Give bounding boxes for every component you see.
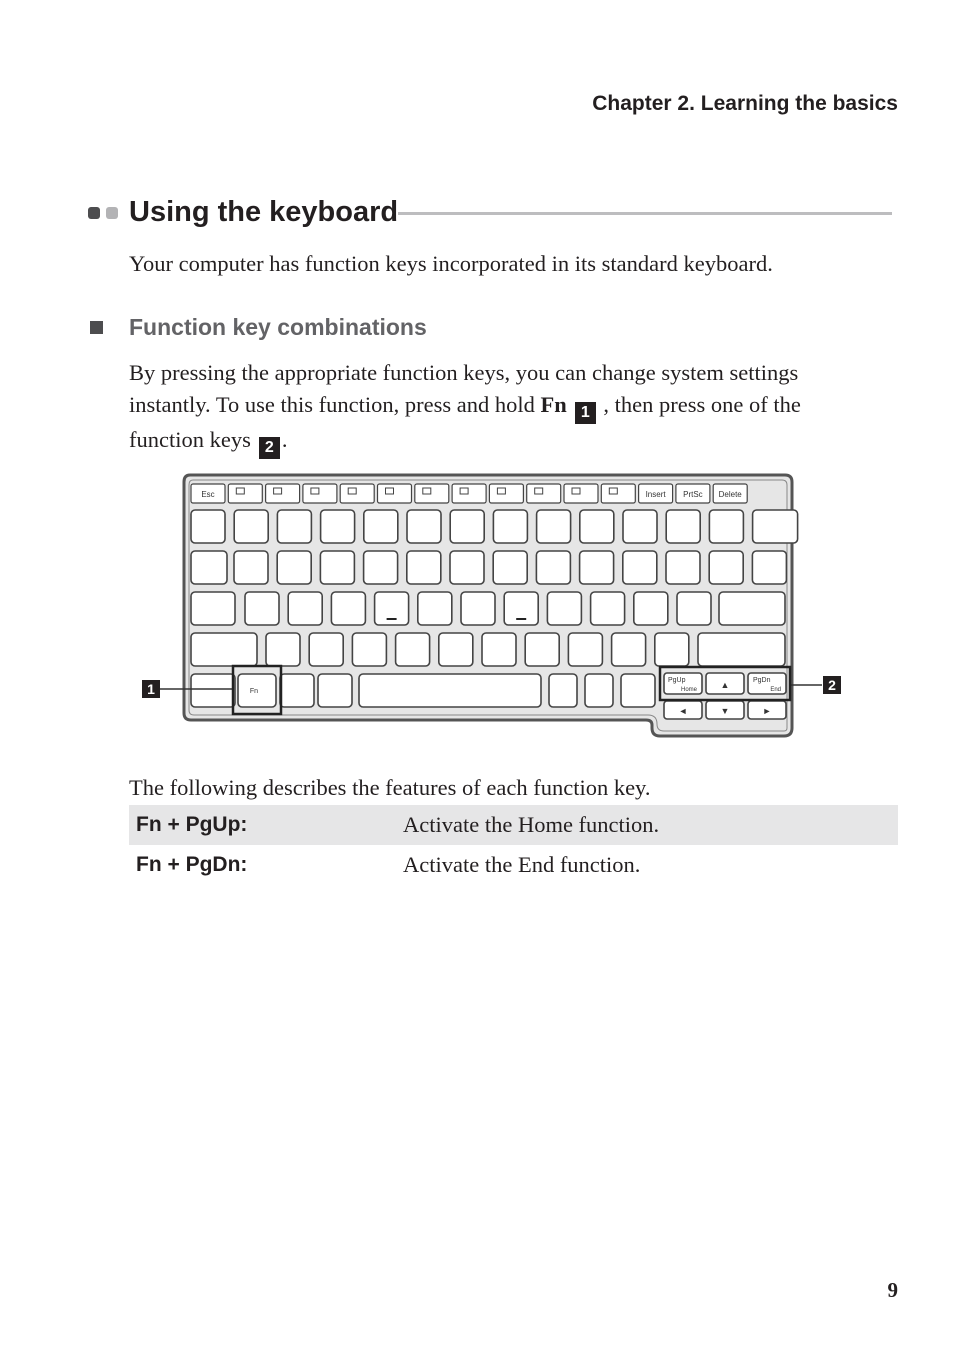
letter-key (234, 551, 268, 584)
caps-lock-key (191, 592, 235, 625)
letter-key (396, 633, 430, 666)
right-alt-key (549, 674, 577, 707)
letter-key (612, 633, 646, 666)
letter-key (364, 551, 398, 584)
letter-key (309, 633, 343, 666)
letter-key (450, 551, 484, 584)
tab-key (191, 551, 227, 584)
callout-badge-1: 1 (575, 402, 596, 424)
paragraph-text: . (281, 427, 288, 452)
pgdn-label: PgDn (753, 677, 771, 684)
enter-key (719, 592, 785, 625)
letter-key (320, 551, 354, 584)
table-row (129, 805, 898, 845)
keyboard-illustration (140, 470, 850, 740)
home-label: Home (680, 687, 697, 693)
number-row-key (623, 510, 657, 543)
heading-bullet-light (106, 207, 118, 219)
number-row-key (191, 510, 225, 543)
number-row-key (364, 510, 398, 543)
function-row-key-label: PrtSc (683, 490, 703, 499)
function-row-key (452, 484, 486, 503)
paragraph-text: , then press one of the (603, 392, 801, 417)
function-row-key (564, 484, 598, 503)
key-combo: Fn + PgUp: (129, 805, 396, 845)
letter-key (288, 592, 322, 625)
pgup-label: PgUp (668, 677, 686, 684)
chapter-header: Chapter 2. Learning the basics (592, 92, 898, 115)
number-row-key (407, 510, 441, 543)
subsection-title: Function key combinations (129, 314, 427, 340)
letter-key (677, 592, 711, 625)
letter-key (245, 592, 279, 625)
fn-key-label: Fn (249, 688, 259, 695)
fn-key-name: Fn (540, 392, 567, 417)
letter-key (580, 551, 614, 584)
function-key-paragraph (129, 357, 889, 459)
callout-marker-2-label: 2 (828, 677, 836, 693)
combo-description: Activate the End function. (403, 852, 641, 877)
windows-key (280, 674, 314, 707)
letter-key (375, 592, 409, 625)
number-row-key (234, 510, 268, 543)
table-row (129, 845, 898, 885)
end-label: End (770, 687, 781, 693)
function-row-key (527, 484, 561, 503)
paragraph-text: instantly. To use this function, press and hold (129, 392, 541, 417)
paragraph-line-1: By pressing the appropriate function keys, you can change system settings (129, 360, 799, 385)
callout-marker-1-label: 1 (147, 681, 155, 697)
letter-key (655, 633, 689, 666)
function-row-key-label: Delete (718, 490, 742, 499)
menu-key (585, 674, 613, 707)
left-arrow-label: ◄ (678, 706, 688, 716)
backspace-key (753, 510, 798, 543)
right-ctrl-key (621, 674, 655, 707)
number-row-key (277, 510, 311, 543)
letter-key (277, 551, 311, 584)
letter-key (536, 551, 570, 584)
paragraph-line-3 (129, 424, 889, 459)
number-row-key (493, 510, 527, 543)
heading-bullet-dark (88, 207, 100, 219)
function-row-key (378, 484, 412, 503)
right-arrow-label: ► (762, 706, 772, 716)
function-row-key (266, 484, 300, 503)
function-row-key (415, 484, 449, 503)
title-rule (398, 212, 892, 215)
letter-key (525, 633, 559, 666)
number-row-key (666, 510, 700, 543)
letter-key (666, 551, 700, 584)
paragraph-line-2 (129, 389, 889, 424)
letter-key (504, 592, 538, 625)
letter-key (482, 633, 516, 666)
section-title: Using the keyboard (129, 196, 399, 228)
down-arrow-label: ▼ (720, 706, 730, 716)
ctrl-key (191, 674, 235, 707)
letter-key (752, 551, 786, 584)
up-arrow-label: ▲ (720, 680, 730, 690)
keyboard-svg (140, 470, 850, 740)
letter-key (407, 551, 441, 584)
callout-badge-2: 2 (259, 437, 280, 459)
function-row-key-label: Insert (645, 490, 666, 499)
function-row-key (601, 484, 635, 503)
letter-key (266, 633, 300, 666)
function-row-key (340, 484, 374, 503)
table-intro: The following describes the features of each function key. (129, 775, 651, 800)
letter-key (634, 592, 668, 625)
letter-key (418, 592, 452, 625)
letter-key (439, 633, 473, 666)
number-row-key (450, 510, 484, 543)
function-row-key (303, 484, 337, 503)
page-number: 9 (887, 1278, 898, 1302)
space-bar (359, 674, 541, 707)
function-row-key (489, 484, 523, 503)
number-row-key (580, 510, 614, 543)
function-key-table (129, 805, 898, 885)
letter-key (623, 551, 657, 584)
subsection-heading (90, 314, 590, 344)
letter-key (461, 592, 495, 625)
letter-key (568, 633, 602, 666)
letter-key (331, 592, 365, 625)
right-shift-key (698, 633, 785, 666)
alt-key (318, 674, 352, 707)
key-combo: Fn + PgDn: (136, 853, 248, 876)
function-row-key (228, 484, 262, 503)
paragraph-text: function keys (129, 427, 251, 452)
letter-key (493, 551, 527, 584)
letter-key (352, 633, 386, 666)
combo-description: Activate the Home function. (396, 805, 898, 845)
number-row-key (321, 510, 355, 543)
function-row-key-label: Esc (201, 490, 215, 499)
square-bullet (90, 321, 103, 334)
letter-key (547, 592, 581, 625)
intro-paragraph: Your computer has function keys incorporated in its standard keyboard. (129, 251, 773, 276)
number-row-key (537, 510, 571, 543)
left-shift-key (191, 633, 257, 666)
letter-key (591, 592, 625, 625)
number-row-key (709, 510, 743, 543)
letter-key (709, 551, 743, 584)
section-heading (88, 196, 892, 232)
